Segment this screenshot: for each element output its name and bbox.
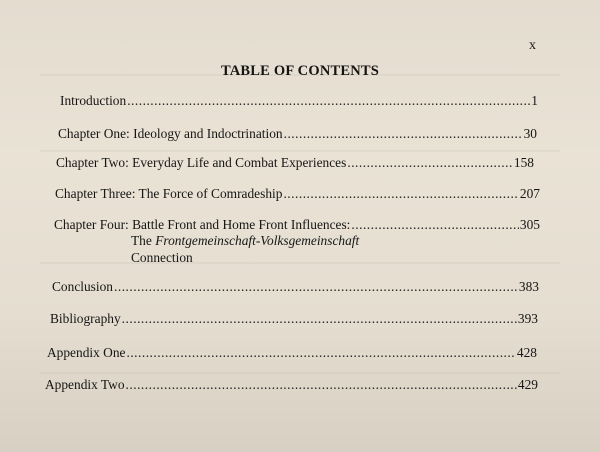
toc-entry-page: 30 <box>523 126 537 141</box>
toc-entry-appendix-two <box>45 377 538 393</box>
toc-entry-label: Appendix One <box>47 345 126 360</box>
toc-entry-page: 158 <box>513 155 534 170</box>
toc-entry-label: Chapter Two: Everyday Life and Combat Experiences <box>56 155 347 170</box>
continuation-line-one <box>131 232 359 249</box>
dot-leader <box>347 155 513 171</box>
toc-entry-chapter-four <box>54 217 540 233</box>
toc-entry-label: Chapter Three: The Force of Comradeship <box>55 186 283 201</box>
toc-entry-chapter-two <box>56 155 534 171</box>
dot-leader <box>283 186 518 202</box>
dot-leader <box>122 311 517 327</box>
toc-entry-bibliography <box>50 311 538 327</box>
dot-leader <box>114 279 518 295</box>
toc-entry-chapter-one <box>58 126 537 142</box>
continuation-prefix: The <box>131 233 152 248</box>
toc-entry-label: Chapter One: Ideology and Indoctrination <box>58 126 283 141</box>
toc-entry-label: Appendix Two <box>45 377 125 392</box>
toc-entry-page: 1 <box>531 93 538 108</box>
toc-title: TABLE OF CONTENTS <box>220 63 380 79</box>
dot-leader <box>351 217 519 233</box>
dot-leader <box>127 93 530 109</box>
toc-entry-page: 428 <box>516 345 537 360</box>
toc-entry-conclusion <box>52 279 539 295</box>
page-number: x <box>529 38 536 53</box>
toc-entry-page: 383 <box>518 279 539 294</box>
toc-entry-page: 393 <box>517 311 538 326</box>
bleed-through-line <box>40 372 560 374</box>
toc-entry-page: 429 <box>517 377 538 392</box>
toc-entry-chapter-three <box>55 186 540 202</box>
toc-entry-label: Introduction <box>60 93 127 108</box>
dot-leader <box>284 126 523 142</box>
dot-leader <box>126 345 515 361</box>
continuation-italic-term: Frontgemeinschaft-Volksgemeinschaft <box>155 233 360 248</box>
bleed-through-line <box>40 150 560 152</box>
dot-leader <box>126 377 517 393</box>
toc-entry-label: Bibliography <box>50 311 121 326</box>
toc-entry-introduction <box>60 93 538 109</box>
toc-entry-appendix-one <box>47 345 537 361</box>
toc-entry-label: Chapter Four: Battle Front and Home Front Influences: <box>54 217 351 232</box>
toc-entry-label: Conclusion <box>52 279 114 294</box>
toc-entry-page: 207 <box>519 186 540 201</box>
toc-entry-continuation <box>131 232 359 266</box>
continuation-line-two: Connection <box>131 250 193 265</box>
toc-entry-page: 305 <box>519 217 540 232</box>
